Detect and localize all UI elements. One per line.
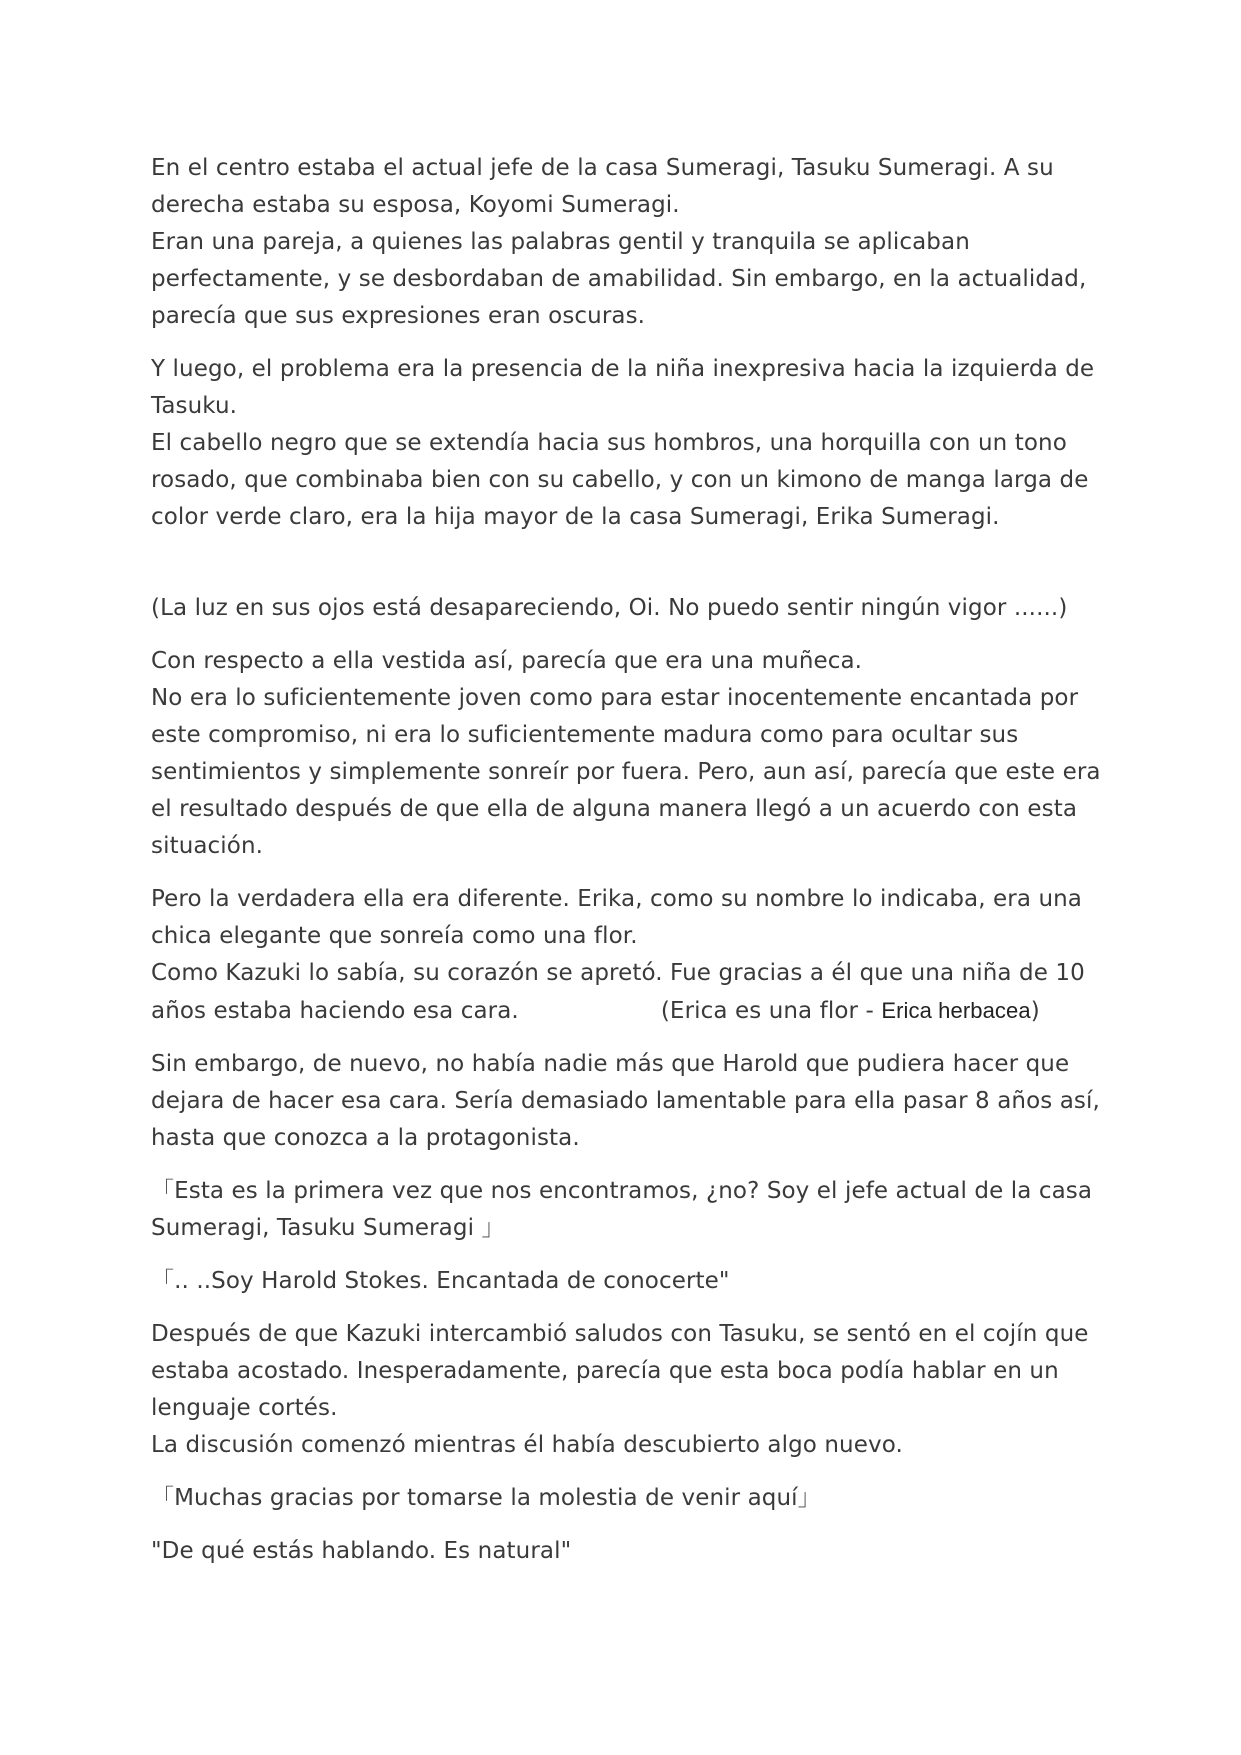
dialogue-3 [151, 1480, 1091, 1517]
text-line: La discusión comenzó mientras él había descubierto algo nuevo. [151, 1432, 903, 1458]
text-line: chica elegante que sonreía como una flor. [151, 923, 638, 949]
text-line: situación. [151, 833, 264, 859]
text-line: perfectamente, y se desbordaban de amabilidad. Sin embargo, en la actualidad, [151, 266, 1087, 292]
text-line: Y luego, el problema era la presencia de la niña inexpresiva hacia la izquierda de [151, 356, 1095, 382]
text-line: (La luz en sus ojos está desapareciendo, Oi. No puedo sentir ningún vigor ......) [151, 595, 1068, 621]
text-line: 「Muchas gracias por tomarse la molestia de venir aquí」 [151, 1485, 821, 1511]
text-line: En el centro estaba el actual jefe de la casa Sumeragi, Tasuku Sumeragi. A su [151, 155, 1054, 181]
translator-note-open: (Erica es una flor - [660, 998, 882, 1024]
text-line-with-note [151, 992, 1091, 1030]
text-line: parecía que sus expresiones eran oscuras. [151, 303, 646, 329]
text-line: "De qué estás hablando. Es natural" [151, 1538, 572, 1564]
paragraph-6 [151, 1046, 1100, 1157]
text-line: Con respecto a ella vestida así, parecía que era una muñeca. [151, 648, 863, 674]
text-line: derecha estaba su esposa, Koyomi Sumeragi. [151, 192, 680, 218]
text-segment: años estaba haciendo esa cara. [151, 998, 519, 1024]
text-line: lenguaje cortés. [151, 1395, 338, 1421]
translator-note-close: ) [1030, 998, 1040, 1024]
text-line: 「.. ..Soy Harold Stokes. Encantada de conocerte" [151, 1268, 730, 1294]
paragraph-7 [151, 1316, 1091, 1464]
text-line: Eran una pareja, a quienes las palabras gentil y tranquila se aplicaban [151, 229, 970, 255]
text-line: el resultado después de que ella de alguna manera llegó a un acuerdo con esta [151, 796, 1078, 822]
paragraph-3 [151, 590, 1091, 627]
text-line: Pero la verdadera ella era diferente. Erika, como su nombre lo indicaba, era una [151, 886, 1082, 912]
text-line: dejara de hacer esa cara. Sería demasiado lamentable para ella pasar 8 años así, [151, 1088, 1100, 1114]
blank-line [151, 552, 1091, 590]
paragraph-4 [151, 643, 1101, 865]
dialogue-4 [151, 1533, 1091, 1570]
paragraph-2 [151, 351, 1095, 536]
text-line: este compromiso, ni era lo suficientemente madura como para ocultar sus [151, 722, 1019, 748]
text-line: Tasuku. [151, 393, 238, 419]
text-line: Después de que Kazuki intercambió saludos con Tasuku, se sentó en el cojín que [151, 1321, 1089, 1347]
paragraph-5 [151, 881, 1091, 1030]
text-line: 「Esta es la primera vez que nos encontramos, ¿no? Soy el jefe actual de la casa [151, 1178, 1093, 1204]
text-line: Sumeragi, Tasuku Sumeragi 」 [151, 1215, 505, 1241]
paragraph-1 [151, 150, 1091, 335]
translator-note-species: Erica herbacea [881, 998, 1031, 1023]
text-line: El cabello negro que se extendía hacia sus hombros, una horquilla con un tono [151, 430, 1067, 456]
text-line: hasta que conozca a la protagonista. [151, 1125, 580, 1151]
text-line: sentimientos y simplemente sonreír por fuera. Pero, aun así, parecía que este era [151, 759, 1101, 785]
document-body [151, 150, 1101, 1586]
text-line: Sin embargo, de nuevo, no había nadie más que Harold que pudiera hacer que [151, 1051, 1070, 1077]
text-line: No era lo suficientemente joven como para estar inocentemente encantada por [151, 685, 1079, 711]
text-line: estaba acostado. Inesperadamente, parecía que esta boca podía hablar en un [151, 1358, 1059, 1384]
text-line: Como Kazuki lo sabía, su corazón se apretó. Fue gracias a él que una niña de 10 [151, 960, 1085, 986]
text-line: color verde claro, era la hija mayor de la casa Sumeragi, Erika Sumeragi. [151, 504, 1000, 530]
dialogue-1 [151, 1173, 1091, 1247]
dialogue-2 [151, 1263, 1091, 1300]
text-line: rosado, que combinaba bien con su cabello, y con un kimono de manga larga de [151, 467, 1089, 493]
